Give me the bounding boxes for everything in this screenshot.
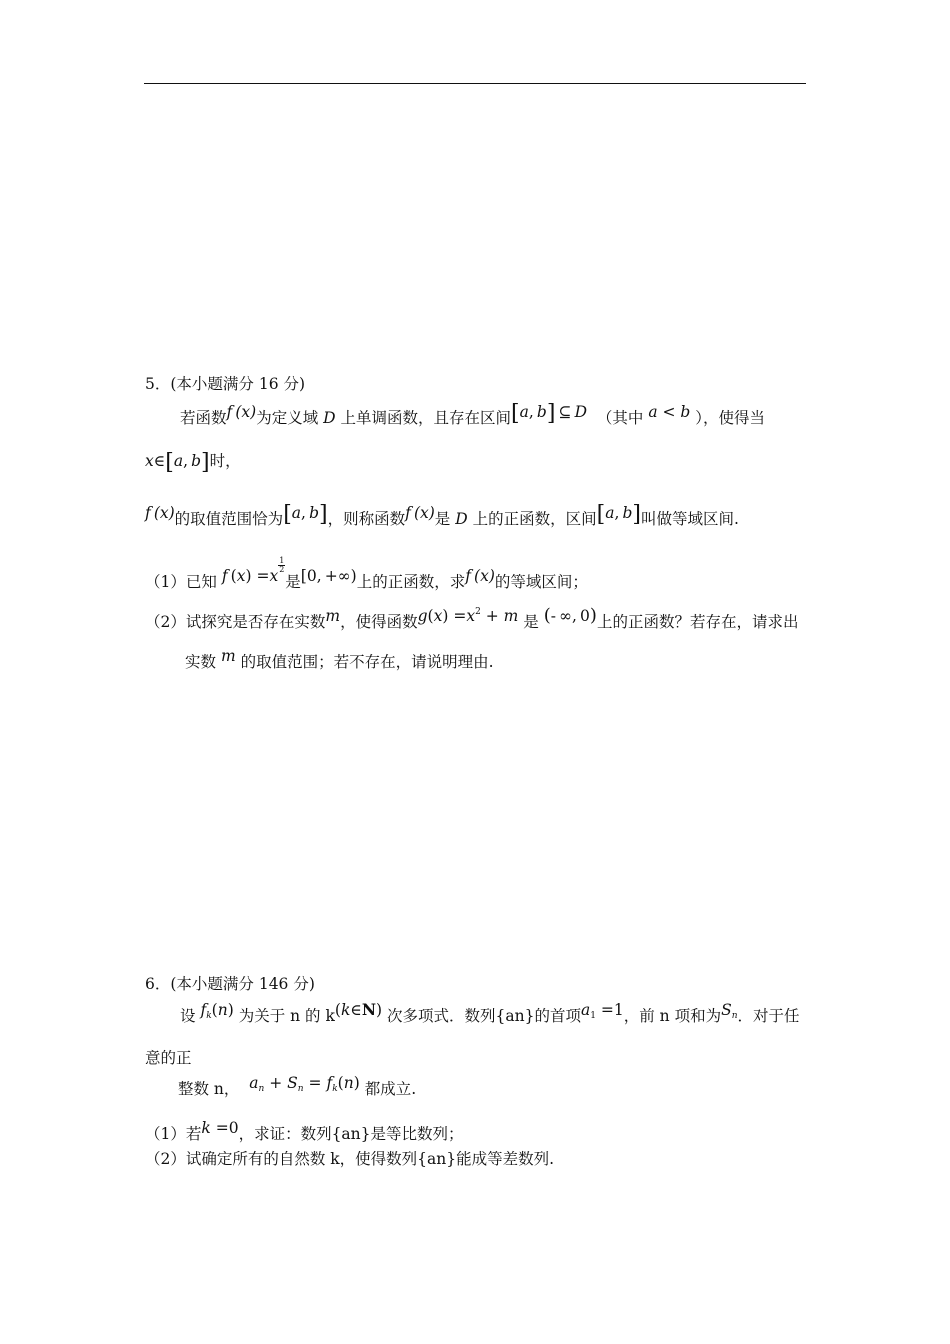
formula-Sn: $S_n$ <box>721 1001 738 1021</box>
formula-D: D <box>318 409 341 427</box>
formula-k-eq-0: k =0 <box>201 1119 239 1137</box>
q5-part-2-cont: 实数 m 的取值范围；若不存在，请说明理由. <box>185 647 494 671</box>
q5-line-3: f (x)的取值范围恰为[a, b]，则称函数f (x)是 D 上的正函数，区间[a, b]叫做等域区间. <box>145 502 739 528</box>
formula-m: m <box>325 607 341 625</box>
formula-gx: $g(x) =x^2 + m$ <box>417 607 519 625</box>
formula-m: m <box>216 647 241 665</box>
formula-fx: f (x) <box>145 504 175 522</box>
formula-k-in-N: (k∈N) <box>334 1000 383 1019</box>
formula-fx: f (x) <box>226 403 257 421</box>
q5-line-1: 若函数f (x)为定义域 D 上单调函数，且存在区间[a, b] ⊆ D （其中 a < b ），使得当 <box>180 401 766 427</box>
formula-fx: f (x) <box>465 567 495 585</box>
formula-fx-eq-sqrt: f (x) =x $\frac{1}{2}$ <box>221 556 285 585</box>
formula-interval-ab: [a, b] <box>283 502 328 527</box>
q5-line-2: x∈[a, b]时， <box>145 450 241 475</box>
q6-line-1: 设 $f_k(n)$ 为关于 n 的 k(k∈N) 次多项式．数列{an}的首项$a_1 =1$，前 n 项和为$S_n$．对于任 <box>180 1000 800 1025</box>
formula-interval-0-inf: [0, +∞) <box>300 567 357 585</box>
formula-a1-eq-1: $a_1 =1$ <box>580 1001 624 1021</box>
q6-header: 6．(本小题满分 146 分) <box>145 975 315 993</box>
formula-interval-subset-D: [a, b] ⊆ D <box>511 401 588 426</box>
formula-an-plus-Sn: $a_n + S_n = f_k(n)$ <box>249 1074 360 1094</box>
q5-part-1: （1）已知 f (x) =x $\frac{1}{2}$ 是[0, +∞)上的正函数，求f (x)的等域区间； <box>145 556 588 591</box>
formula-fx: f (x) <box>405 504 435 522</box>
formula-interval-ab: [a, b] <box>596 502 641 527</box>
q6-line-3: 整数 n， $a_n + S_n = f_k(n)$ 都成立. <box>178 1074 417 1098</box>
formula-interval-neg-inf-0: (- ∞, 0) <box>543 605 597 626</box>
formula-a-lt-b: a < b <box>643 403 696 421</box>
formula-x-in-ab: x∈[a, b] <box>145 450 210 475</box>
formula-fk-n: $f_k(n)$ <box>200 1001 234 1021</box>
q6-part-2: （2）试确定所有的自然数 k，使得数列{an}能成等差数列. <box>145 1150 555 1168</box>
q6-part-1: （1）若k =0，求证：数列{an}是等比数列； <box>145 1119 464 1143</box>
header-rule <box>144 83 806 84</box>
q6-line-2: 意的正 <box>145 1049 192 1067</box>
q5-part-2: （2）试探究是否存在实数m，使得函数$g(x) =x^2 + m$ 是 (- ∞, 0)上的正函数？若存在，请求出 <box>145 605 799 631</box>
q5-header: 5．(本小题满分 16 分) <box>145 375 306 393</box>
